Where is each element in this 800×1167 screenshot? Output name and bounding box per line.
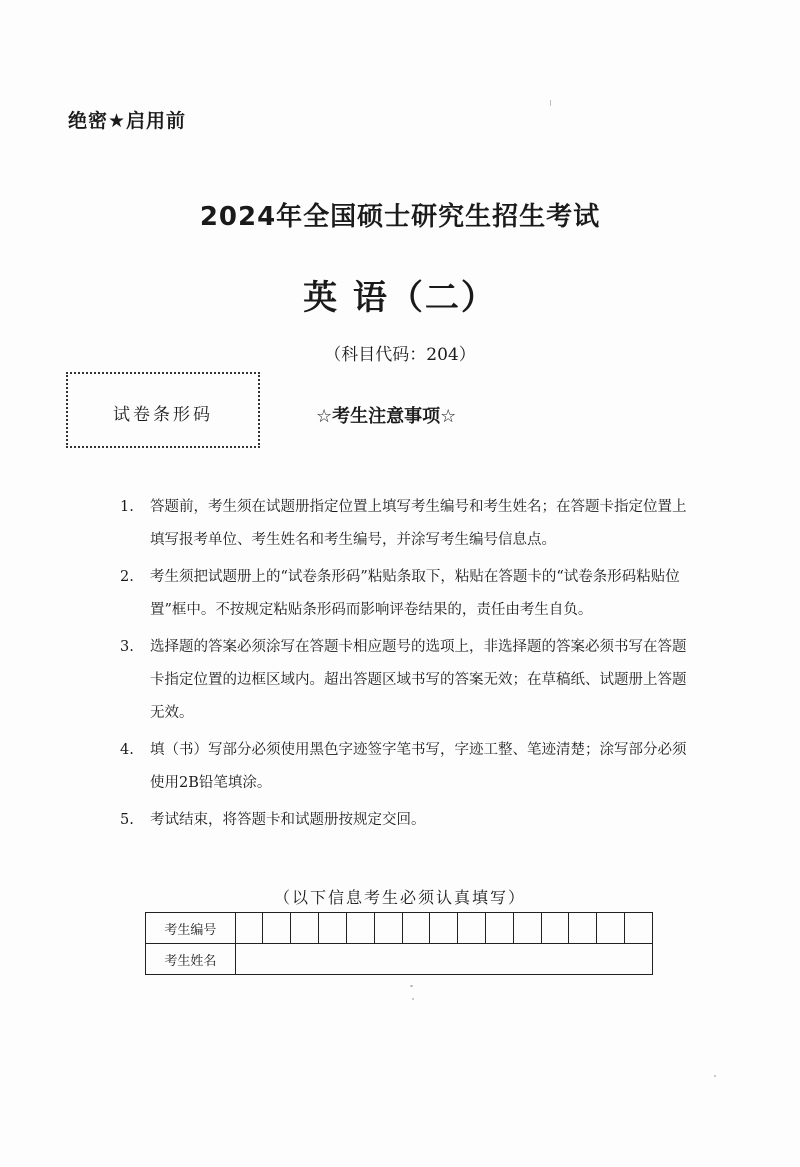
subject-code: （科目代码：204）: [324, 345, 476, 365]
instruction-number: 2.: [120, 569, 134, 585]
subject-title: 英 语（二）: [303, 278, 497, 318]
scan-speck: [410, 985, 413, 987]
instruction-text: 填（书）写部分必须使用黑色字迹签字笔书写，字迹工整、笔迹清楚；涂写部分必须使用2B铅笔填涂。: [150, 742, 687, 791]
barcode-placeholder-box: [66, 372, 260, 448]
candidate-number-row: [146, 913, 653, 944]
instructions-list: [120, 491, 700, 837]
candidate-number-cell[interactable]: [263, 913, 291, 944]
candidate-name-row: [146, 944, 653, 975]
instruction-text: 考生须把试题册上的“试卷条形码”粘贴条取下，粘贴在答题卡的“试卷条形码粘贴位置”框中。不按规定粘贴条形码而影响评卷结果的，责任由考生自负。: [150, 569, 680, 618]
candidate-number-cell[interactable]: [625, 913, 653, 944]
confidential-label: 绝密★启用前: [68, 110, 187, 132]
instruction-item: [120, 631, 700, 730]
scan-speck: [550, 100, 551, 106]
instruction-number: 5.: [120, 812, 134, 828]
instruction-text: 考试结束，将答题卡和试题册按规定交回。: [150, 812, 426, 828]
exam-title: 2024年全国硕士研究生招生考试: [199, 202, 601, 232]
scan-speck: [714, 1075, 716, 1077]
candidate-number-cell[interactable]: [402, 913, 430, 944]
candidate-number-label: 考生编号: [146, 913, 236, 944]
candidate-number-cell[interactable]: [541, 913, 569, 944]
instruction-item: [120, 804, 700, 837]
candidate-number-cell[interactable]: [430, 913, 458, 944]
instruction-item: [120, 734, 700, 800]
scan-speck: [412, 998, 414, 1000]
candidate-number-cell[interactable]: [485, 913, 513, 944]
instruction-item: [120, 491, 700, 557]
instruction-item: [120, 561, 700, 627]
candidate-name-field[interactable]: [235, 944, 652, 975]
candidate-number-cell[interactable]: [513, 913, 541, 944]
candidate-info-heading: （以下信息考生必须认真填写）: [273, 888, 526, 907]
candidate-number-cell[interactable]: [235, 913, 263, 944]
candidate-number-cell[interactable]: [374, 913, 402, 944]
instruction-text: 选择题的答案必须涂写在答题卡相应题号的选项上，非选择题的答案必须书写在答题卡指定位置的边框区域内。超出答题区域书写的答案无效；在草稿纸、试题册上答题无效。: [150, 639, 687, 721]
notice-heading: ☆考生注意事项☆: [316, 406, 457, 427]
instruction-number: 1.: [120, 499, 134, 515]
candidate-number-cell[interactable]: [346, 913, 374, 944]
candidate-name-label: 考生姓名: [146, 944, 236, 975]
candidate-number-cell[interactable]: [458, 913, 486, 944]
instruction-number: 4.: [120, 742, 134, 758]
barcode-label: 试卷条形码: [113, 405, 213, 425]
instruction-text: 答题前，考生须在试题册指定位置上填写考生编号和考生姓名；在答题卡指定位置上填写报考单位、考生姓名和考生编号，并涂写考生编号信息点。: [150, 499, 687, 548]
candidate-number-cell[interactable]: [319, 913, 347, 944]
candidate-number-cell[interactable]: [569, 913, 597, 944]
candidate-info-table: [145, 912, 653, 975]
candidate-number-cell[interactable]: [291, 913, 319, 944]
instruction-number: 3.: [120, 639, 134, 655]
candidate-number-cell[interactable]: [597, 913, 625, 944]
